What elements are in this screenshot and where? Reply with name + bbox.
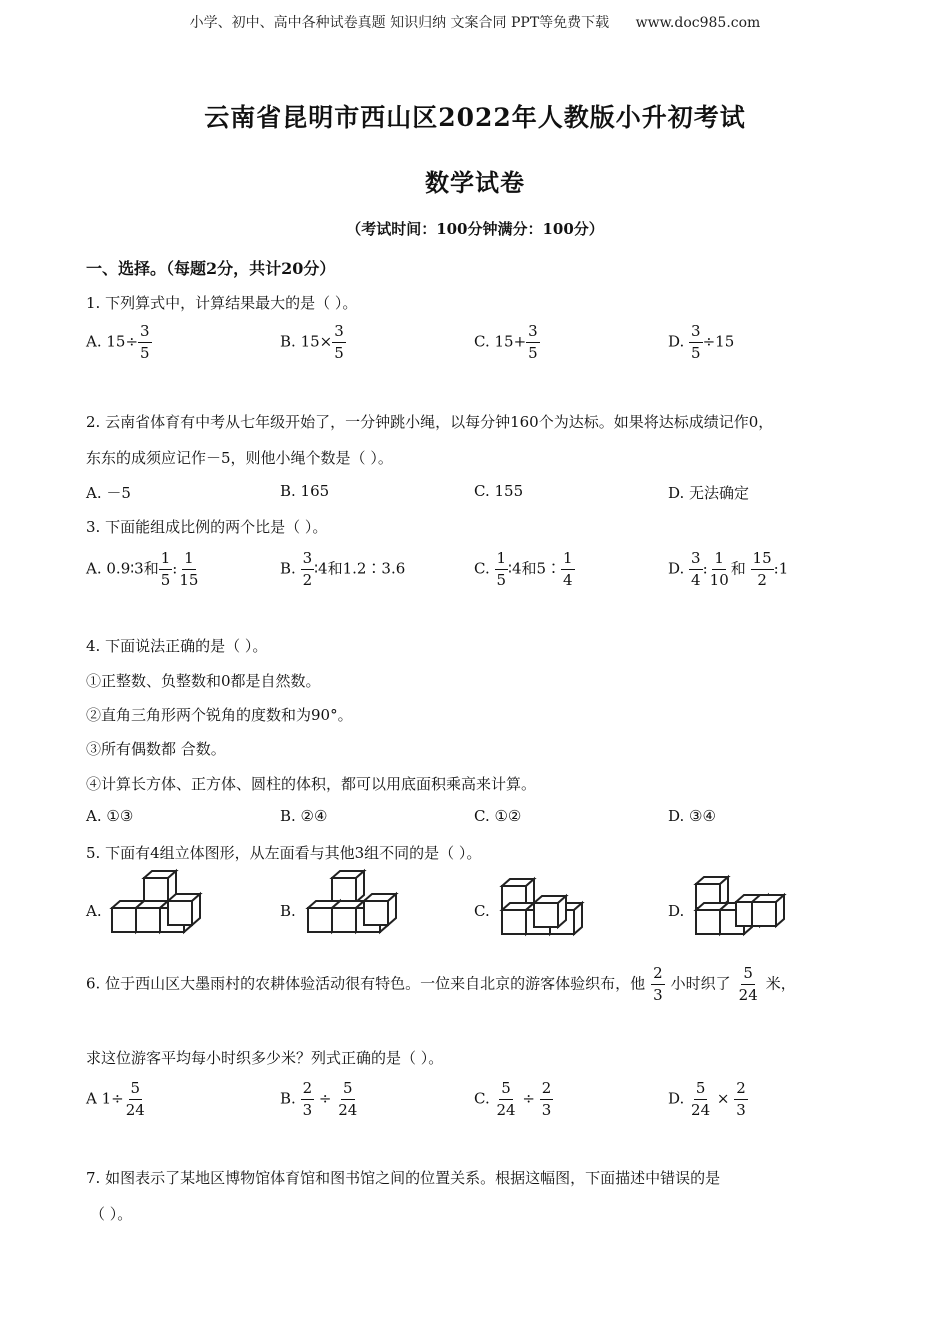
q1-stem: 1. 下列算式中，计算结果最大的是（ ）。 (86, 294, 358, 312)
fraction: $\frac{3}{5}$ (528, 322, 538, 362)
fraction: $\frac{1}{10}$ (709, 549, 729, 589)
fraction: $\frac{5}{24}$ (125, 1079, 145, 1119)
q3-stem: 3. 下面能组成比例的两个比是（ ）。 (86, 518, 328, 536)
q6-option-c[interactable]: C. $\frac{5}{24}$ ÷ $\frac{2}{3}$ (474, 1079, 552, 1119)
q2-option-c[interactable]: C. 155 (474, 482, 524, 500)
q4-option-c[interactable]: C. ①② (474, 807, 522, 825)
q7-stem-line2: （ ）。 (90, 1205, 133, 1223)
q2-stem-line2: 东东的成须应记作－5，则他小绳个数是（ ）。 (86, 449, 393, 467)
fraction: $\frac{5}{24}$ (338, 1079, 358, 1119)
fraction: $\frac{2}{3}$ (541, 1079, 552, 1119)
q4-statement-3: ③所有偶数都 合数。 (86, 740, 226, 758)
q4-option-a[interactable]: A. ①③ (86, 807, 134, 825)
fraction: $\frac{3}{4}$ (691, 549, 701, 589)
q6-option-d[interactable]: D. $\frac{5}{24}$ × $\frac{2}{3}$ (668, 1079, 746, 1119)
q4-stem: 4. 下面说法正确的是（ ）。 (86, 637, 268, 655)
q3-option-c[interactable]: C. $\frac{1}{5}$ ∶4和5∶ $\frac{1}{4}$ (474, 549, 573, 589)
fraction: $\frac{1}{5}$ (160, 549, 171, 589)
q1-option-d[interactable]: D. $\frac{3}{5}$ ÷15 (668, 322, 735, 362)
q3-option-a[interactable]: A. 0.9∶3和 $\frac{1}{5}$ : $\frac{1}{15}$ (86, 549, 199, 589)
q7-stem-line1: 7. 如图表示了某地区博物馆体育馆和图书馆之间的位置关系。根据这幅图，下面描述中错误的是 (86, 1169, 721, 1187)
fraction: $\frac{3}{2}$ (302, 549, 313, 589)
exam-info: （考试时间：100分钟满分：100分） (346, 220, 604, 238)
q2-option-b[interactable]: B. 165 (280, 482, 330, 500)
q6-option-a[interactable]: A 1÷ $\frac{5}{24}$ (86, 1079, 145, 1119)
q6-stem-line1: 6. 位于西山区大墨雨村的农耕体验活动很有特色。一位来自北京的游客体验织布，他 $\frac{2}{3}$ 小时织了 $\frac{5}{24}$ 米， (86, 964, 796, 1004)
q5-option-c[interactable]: C. (474, 902, 490, 920)
fraction: $\frac{1}{5}$ (496, 549, 507, 589)
q6-stem-line2: 求这位游客平均每小时织多少米？列式正确的是（ ）。 (86, 1049, 444, 1067)
page-title: 云南省昆明市西山区2022年人教版小升初考试 (204, 103, 746, 132)
q5-option-d[interactable]: D. (668, 902, 685, 920)
q5-stem: 5. 下面有4组立体图形，从左面看与其他3组不同的是（ ）。 (86, 844, 482, 862)
q5-option-a[interactable]: A. (86, 902, 102, 920)
q2-option-a[interactable]: A. －5 (86, 484, 131, 502)
page-subtitle: 数学试卷 (425, 168, 525, 197)
q4-statement-2: ②直角三角形两个锐角的度数和为90°。 (86, 706, 353, 724)
cube-figure-c (498, 868, 608, 944)
cube-figure-a (106, 868, 216, 944)
q1-option-b[interactable]: B. 15× $\frac{3}{5}$ (280, 322, 344, 362)
section-heading: 一、选择。（每题2分，共计20分） (86, 259, 336, 278)
cube-figure-d (692, 868, 802, 944)
fraction: $\frac{2}{3}$ (653, 964, 663, 1004)
q4-option-d[interactable]: D. ③④ (668, 807, 716, 825)
fraction: $\frac{3}{5}$ (691, 322, 701, 362)
fraction: $\frac{5}{24}$ (738, 964, 758, 1004)
q4-option-b[interactable]: B. ②④ (280, 807, 328, 825)
fraction: $\frac{1}{4}$ (563, 549, 573, 589)
header-site: www.doc985.com (635, 15, 761, 31)
fraction: $\frac{1}{15}$ (179, 549, 199, 589)
q1-option-a[interactable]: A. 15÷ $\frac{3}{5}$ (86, 322, 150, 362)
q3-option-b[interactable]: B. $\frac{3}{2}$ ∶4和1.2∶3.6 (280, 549, 406, 589)
page-header (0, 12, 950, 32)
cube-figure-b (302, 868, 412, 944)
q1-option-c[interactable]: C. 15+ $\frac{3}{5}$ (474, 322, 538, 362)
fraction: $\frac{3}{5}$ (140, 322, 150, 362)
fraction: $\frac{5}{24}$ (496, 1079, 516, 1119)
q2-option-d[interactable]: D. 无法确定 (668, 484, 750, 502)
q3-option-d[interactable]: D. $\frac{3}{4}$ : $\frac{1}{10}$ 和 $\frac{15}{2}$ :1 (668, 549, 789, 589)
fraction: $\frac{5}{24}$ (691, 1079, 711, 1119)
fraction: $\frac{2}{3}$ (302, 1079, 313, 1119)
fraction: $\frac{15}{2}$ (752, 549, 772, 589)
fraction: $\frac{2}{3}$ (736, 1079, 746, 1119)
q4-statement-1: ①正整数、负整数和0都是自然数。 (86, 672, 321, 690)
q4-statement-4: ④计算长方体、正方体、圆柱的体积，都可以用底面积乘高来计算。 (86, 775, 537, 793)
header-text: 小学、初中、高中各种试卷真题 知识归纳 文案合同 PPT等免费下载 (189, 15, 610, 31)
q2-stem-line1: 2. 云南省体育有中考从七年级开始了，一分钟跳小绳，以每分钟160个为达标。如果将达标成绩记作0， (86, 413, 774, 431)
fraction: $\frac{3}{5}$ (334, 322, 344, 362)
q5-option-b[interactable]: B. (280, 902, 296, 920)
q6-option-b[interactable]: B. $\frac{2}{3}$ ÷ $\frac{5}{24}$ (280, 1079, 358, 1119)
